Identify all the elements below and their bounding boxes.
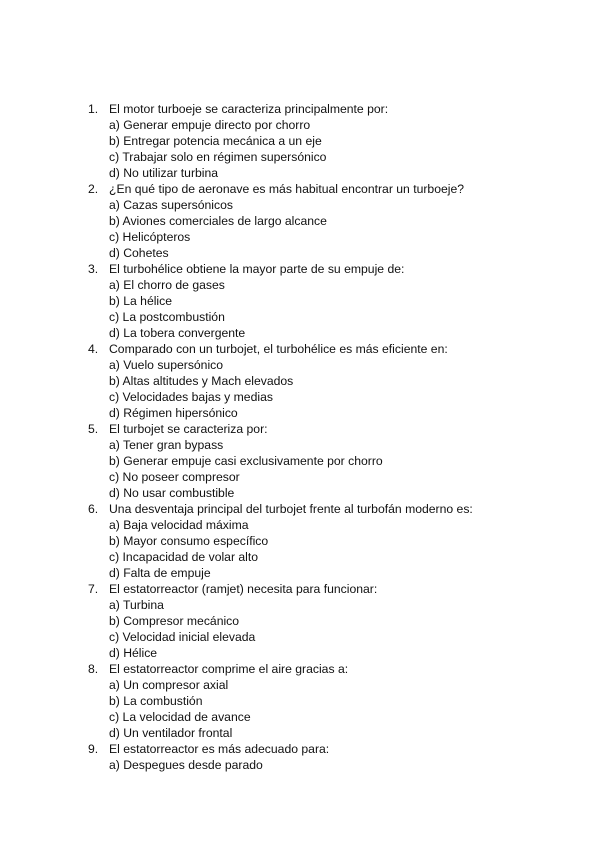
question-text: ¿En qué tipo de aeronave es más habitual encontrar un turboeje? <box>109 182 465 196</box>
question-text: Comparado con un turbojet, el turbohélice es más eficiente en: <box>109 342 448 356</box>
option-item: b) Generar empuje casi exclusivamente por chorro <box>109 454 383 468</box>
option-item: c) Velocidad inicial elevada <box>109 630 256 644</box>
option-list <box>0 277 600 341</box>
question-text: El turbohélice obtiene la mayor parte de su empuje de: <box>109 262 405 276</box>
question-number: 3. <box>88 262 99 276</box>
question-line <box>0 181 600 197</box>
question-line <box>0 101 600 117</box>
option-list <box>0 117 600 181</box>
option-item: c) Helicópteros <box>109 230 191 244</box>
question-line <box>0 741 600 757</box>
option-item: a) Generar empuje directo por chorro <box>109 118 311 132</box>
option-list <box>0 757 600 773</box>
option-item: a) Un compresor axial <box>109 678 229 692</box>
question-item <box>0 741 600 773</box>
option-item: a) El chorro de gases <box>109 278 225 292</box>
option-item: c) No poseer compresor <box>109 470 240 484</box>
question-number: 1. <box>88 102 99 116</box>
question-item <box>0 341 600 421</box>
option-item: c) Trabajar solo en régimen supersónico <box>109 150 327 164</box>
question-number: 7. <box>88 582 99 596</box>
question-item <box>0 581 600 661</box>
question-number: 8. <box>88 662 99 676</box>
option-item: c) Incapacidad de volar alto <box>109 550 259 564</box>
option-item: b) Compresor mecánico <box>109 614 240 628</box>
question-item <box>0 501 600 581</box>
option-list <box>0 517 600 581</box>
option-item: a) Baja velocidad máxima <box>109 518 249 532</box>
option-item: b) Aviones comerciales de largo alcance <box>109 214 327 228</box>
question-list <box>0 101 600 773</box>
option-list <box>0 677 600 741</box>
question-line <box>0 341 600 357</box>
option-item: a) Cazas supersónicos <box>109 198 233 212</box>
question-item <box>0 661 600 741</box>
option-item: a) Turbina <box>109 598 164 612</box>
option-item: a) Despegues desde parado <box>109 758 263 772</box>
option-item: a) Vuelo supersónico <box>109 358 224 372</box>
question-line <box>0 421 600 437</box>
question-text: El estatorreactor comprime el aire gracias a: <box>109 662 349 676</box>
option-item: c) La velocidad de avance <box>109 710 251 724</box>
question-line <box>0 661 600 677</box>
question-text: El turbojet se caracteriza por: <box>109 422 268 436</box>
question-number: 4. <box>88 342 99 356</box>
option-item: d) Régimen hipersónico <box>109 406 238 420</box>
option-item: b) Mayor consumo específico <box>109 534 269 548</box>
option-item: b) La combustión <box>109 694 203 708</box>
option-list <box>0 437 600 501</box>
option-list <box>0 357 600 421</box>
question-number: 6. <box>88 502 99 516</box>
option-list <box>0 197 600 261</box>
option-item: c) Velocidades bajas y medias <box>109 390 273 404</box>
option-list <box>0 597 600 661</box>
question-text: El motor turboeje se caracteriza principalmente por: <box>109 102 389 116</box>
question-text: El estatorreactor (ramjet) necesita para funcionar: <box>109 582 378 596</box>
option-item: b) Entregar potencia mecánica a un eje <box>109 134 322 148</box>
option-item: d) No usar combustible <box>109 486 235 500</box>
question-item <box>0 101 600 181</box>
option-item: c) La postcombustión <box>109 310 225 324</box>
option-item: b) La hélice <box>109 294 173 308</box>
option-item: a) Tener gran bypass <box>109 438 224 452</box>
question-line <box>0 261 600 277</box>
question-number: 2. <box>88 182 99 196</box>
question-line <box>0 501 600 517</box>
question-item <box>0 261 600 341</box>
question-number: 5. <box>88 422 99 436</box>
option-item: d) Cohetes <box>109 246 169 260</box>
option-item: d) Falta de empuje <box>109 566 211 580</box>
question-text: Una desventaja principal del turbojet frente al turbofán moderno es: <box>109 502 473 516</box>
question-item <box>0 421 600 501</box>
question-line <box>0 581 600 597</box>
question-number: 9. <box>88 742 99 756</box>
option-item: d) No utilizar turbina <box>109 166 219 180</box>
option-item: d) La tobera convergente <box>109 326 246 340</box>
option-item: d) Un ventilador frontal <box>109 726 233 740</box>
question-text: El estatorreactor es más adecuado para: <box>109 742 330 756</box>
option-item: d) Hélice <box>109 646 158 660</box>
option-item: b) Altas altitudes y Mach elevados <box>109 374 294 388</box>
question-item <box>0 181 600 261</box>
